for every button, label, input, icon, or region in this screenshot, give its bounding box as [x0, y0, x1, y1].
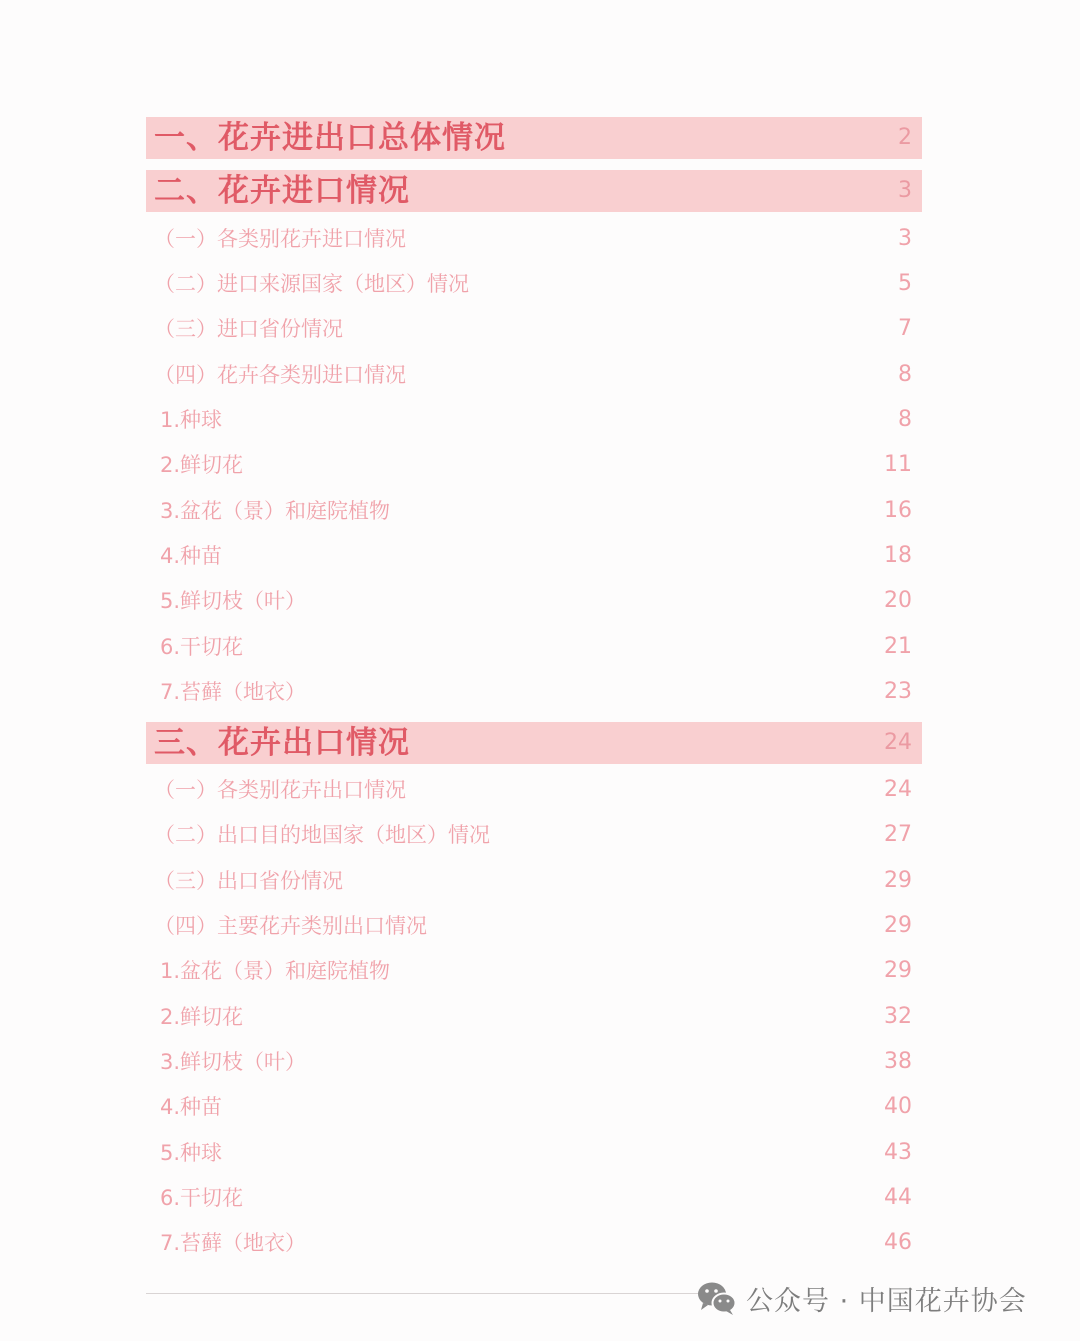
toc-entry [146, 861, 922, 901]
entry-page-number: 44 [884, 1185, 912, 1210]
entry-page-number: 27 [884, 822, 912, 847]
toc-entry [146, 627, 922, 667]
toc-section-3 [146, 722, 922, 764]
entry-title: 6.干切花 [160, 635, 244, 659]
wechat-icon [696, 1279, 738, 1317]
toc-entry [146, 997, 922, 1037]
entry-title: 7.苔藓（地衣） [160, 680, 307, 704]
entry-title: （一）各类别花卉出口情况 [154, 778, 406, 802]
toc-entry [146, 672, 922, 712]
entry-page-number: 18 [884, 543, 912, 568]
toc-section-1 [146, 117, 922, 159]
entry-page-number: 23 [884, 679, 912, 704]
toc-entry [146, 219, 922, 259]
entry-title: 1.盆花（景）和庭院植物 [160, 959, 391, 983]
entry-title: 4.种苗 [160, 1095, 223, 1119]
entry-page-number: 29 [884, 913, 912, 938]
entry-page-number: 29 [884, 868, 912, 893]
entry-page-number: 29 [884, 958, 912, 983]
entry-page-number: 7 [898, 316, 912, 341]
toc-entry [146, 770, 922, 810]
section-page-number: 2 [898, 125, 912, 150]
watermark [696, 1277, 1027, 1319]
entry-title: 5.种球 [160, 1141, 223, 1165]
entry-title: （三）进口省份情况 [154, 317, 343, 341]
section-title: 三、花卉出口情况 [154, 725, 410, 761]
entry-page-number: 20 [884, 588, 912, 613]
entry-title: 3.盆花（景）和庭院植物 [160, 499, 391, 523]
entry-page-number: 21 [884, 634, 912, 659]
toc-entry [146, 400, 922, 440]
toc-entry [146, 906, 922, 946]
watermark-text: 公众号 · 中国花卉协会 [746, 1285, 1027, 1317]
entry-title: 1.种球 [160, 408, 223, 432]
toc-entry [146, 951, 922, 991]
entry-page-number: 16 [884, 498, 912, 523]
toc-entry [146, 536, 922, 576]
entry-title: 3.鲜切枝（叶） [160, 1050, 307, 1074]
entry-title: （四）花卉各类别进口情况 [154, 363, 406, 387]
entry-page-number: 11 [884, 452, 912, 477]
entry-title: 2.鲜切花 [160, 1005, 244, 1029]
toc-section-2 [146, 170, 922, 212]
entry-title: 2.鲜切花 [160, 453, 244, 477]
footer-divider [146, 1293, 706, 1294]
entry-page-number: 8 [898, 407, 912, 432]
entry-title: 6.干切花 [160, 1186, 244, 1210]
entry-title: 5.鲜切枝（叶） [160, 589, 307, 613]
entry-page-number: 38 [884, 1049, 912, 1074]
toc-entry [146, 1178, 922, 1218]
entry-page-number: 8 [898, 362, 912, 387]
toc-entry [146, 264, 922, 304]
entry-page-number: 46 [884, 1230, 912, 1255]
entry-title: （二）进口来源国家（地区）情况 [154, 272, 469, 296]
toc-entry [146, 1042, 922, 1082]
toc-entry [146, 815, 922, 855]
entry-title: 4.种苗 [160, 544, 223, 568]
entry-title: （四）主要花卉类别出口情况 [154, 914, 427, 938]
entry-title: 7.苔藓（地衣） [160, 1231, 307, 1255]
section-page-number: 24 [884, 730, 912, 755]
toc-entry [146, 355, 922, 395]
toc-entry [146, 491, 922, 531]
entry-page-number: 32 [884, 1004, 912, 1029]
entry-page-number: 40 [884, 1094, 912, 1119]
toc-entry [146, 445, 922, 485]
toc-entry [146, 1087, 922, 1127]
entry-title: （二）出口目的地国家（地区）情况 [154, 823, 490, 847]
entry-title: （一）各类别花卉进口情况 [154, 227, 406, 251]
section-title: 二、花卉进口情况 [154, 173, 410, 209]
entry-title: （三）出口省份情况 [154, 869, 343, 893]
toc-entry [146, 581, 922, 621]
entry-page-number: 3 [898, 226, 912, 251]
entry-page-number: 24 [884, 777, 912, 802]
section-page-number: 3 [898, 178, 912, 203]
toc-entry [146, 1133, 922, 1173]
toc-entry [146, 1223, 922, 1263]
entry-page-number: 43 [884, 1140, 912, 1165]
toc-entry [146, 309, 922, 349]
section-title: 一、花卉进出口总体情况 [154, 120, 506, 156]
entry-page-number: 5 [898, 271, 912, 296]
